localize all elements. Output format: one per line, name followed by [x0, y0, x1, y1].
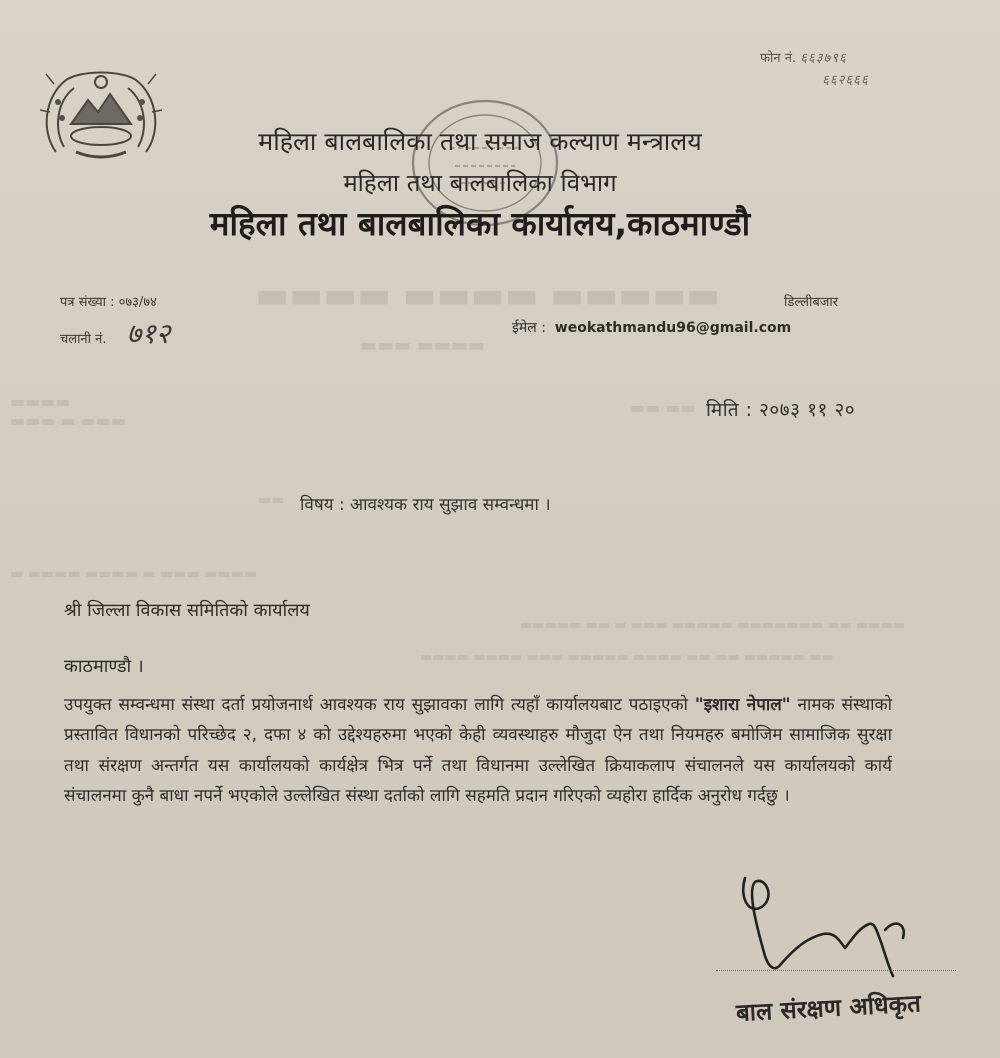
date-value: २०७३ ११ २० — [759, 399, 856, 421]
letter-date — [706, 396, 855, 422]
department-heading: महिला तथा बालबालिका विभाग — [343, 169, 617, 197]
bleed-through-text: ▬▬▬▬ ▬▬▬▬ ▬▬▬▬▬ — [255, 275, 721, 316]
signature-line — [716, 970, 956, 972]
recipient-office: श्री जिल्ला विकास समितिको कार्यालय — [64, 600, 310, 621]
bleed-through-text: ▬▬▬ ▬▬▬▬ — [360, 335, 485, 356]
ministry-heading: महिला बालबालिका तथा समाज कल्याण मन्त्रालय — [258, 127, 702, 156]
bleed-through-text: ▬ ▬▬▬▬ ▬▬▬▬ ▬ ▬▬▬ ▬▬▬▬ — [10, 566, 258, 582]
chalani-value: ७१२ — [126, 317, 171, 350]
phone-number-1: ६६३७९६ — [800, 51, 847, 66]
date-label: मिति : — [706, 399, 753, 421]
body-text-part2: नामक संस्थाको प्रस्तावित विधानको परिच्छेद २, दफा ४ को उद्देश्यहरुमा भएको केही व्यवस्थाहरु मौजुदा ऐन तथा नियमहरु बमोजिम सामाजिक सुरक्षा तथा संरक्षण अन्तर्गत यस कार्यालयको कार्यक्षेत्र भित्र पर्ने तथा विधानमा उल्लेखित क्रियाकलाप संचालनले यस कार्यालयको कार्य संचालनमा कुनै बाधा नपर्ने भएकोले उल्लेखित संस्था दर्ताको लागि सहमति प्रदान गरिएको व्यहोरा हार्दिक अनुरोध गर्दछु । — [64, 695, 892, 807]
chalani-number — [60, 314, 170, 352]
organization-name: "इशारा नेपाल" — [694, 695, 791, 715]
bleed-through-text: ▬▬ ▬▬ — [630, 398, 696, 417]
email-value: weokathmandu96@gmail.com — [554, 320, 792, 336]
bleed-through-text: ▬▬▬▬ ▬▬▬▬ ▬▬▬ ▬▬▬▬▬ ▬▬▬▬ ▬▬ ▬▬ ▬▬▬▬▬ ▬▬ — [420, 650, 834, 665]
recipient-city: काठमाण्डौ । — [64, 656, 144, 677]
body-text-part1: उपयुक्त सम्वन्धमा संस्था दर्ता प्रयोजनार्थ आवश्यक राय सुझावका लागि त्यहाँ कार्यालयबाट पठाइएको — [64, 695, 695, 715]
patra-sankhya-value: ०७३/७४ — [118, 295, 157, 310]
letter-subject: विषय : आवश्यक राय सुझाव सम्वन्धमा । — [300, 495, 551, 515]
phone-number-2: ६६२६६६ — [822, 73, 869, 88]
office-email — [512, 318, 791, 337]
office-address: डिल्लीबजार — [784, 295, 839, 310]
bleed-through-text: ▬▬ — [258, 492, 285, 508]
phone-block — [760, 48, 869, 92]
letter-body — [64, 690, 892, 812]
patra-sankhya — [60, 292, 157, 310]
chalani-label: चलानी नं. — [60, 332, 107, 347]
bleed-through-text: ▬▬▬▬▬ ▬▬ ▬ ▬▬▬ ▬▬▬▬▬ ▬▬▬▬▬▬▬ ▬▬ ▬▬▬▬ — [520, 618, 906, 633]
handwritten-signature — [735, 868, 935, 998]
signatory-designation-stamp: बाल संरक्षण अधिकृत — [735, 989, 922, 1027]
phone-label: फोन नं. — [760, 51, 797, 66]
email-label: ईमेल : — [512, 320, 546, 336]
bleed-through-text: ▬▬▬▬ ▬▬▬ ▬ ▬▬▬ — [10, 392, 126, 430]
office-heading: महिला तथा बालबालिका कार्यालय,काठमाण्डौ — [209, 204, 751, 243]
patra-sankhya-label: पत्र संख्या : — [60, 295, 115, 310]
